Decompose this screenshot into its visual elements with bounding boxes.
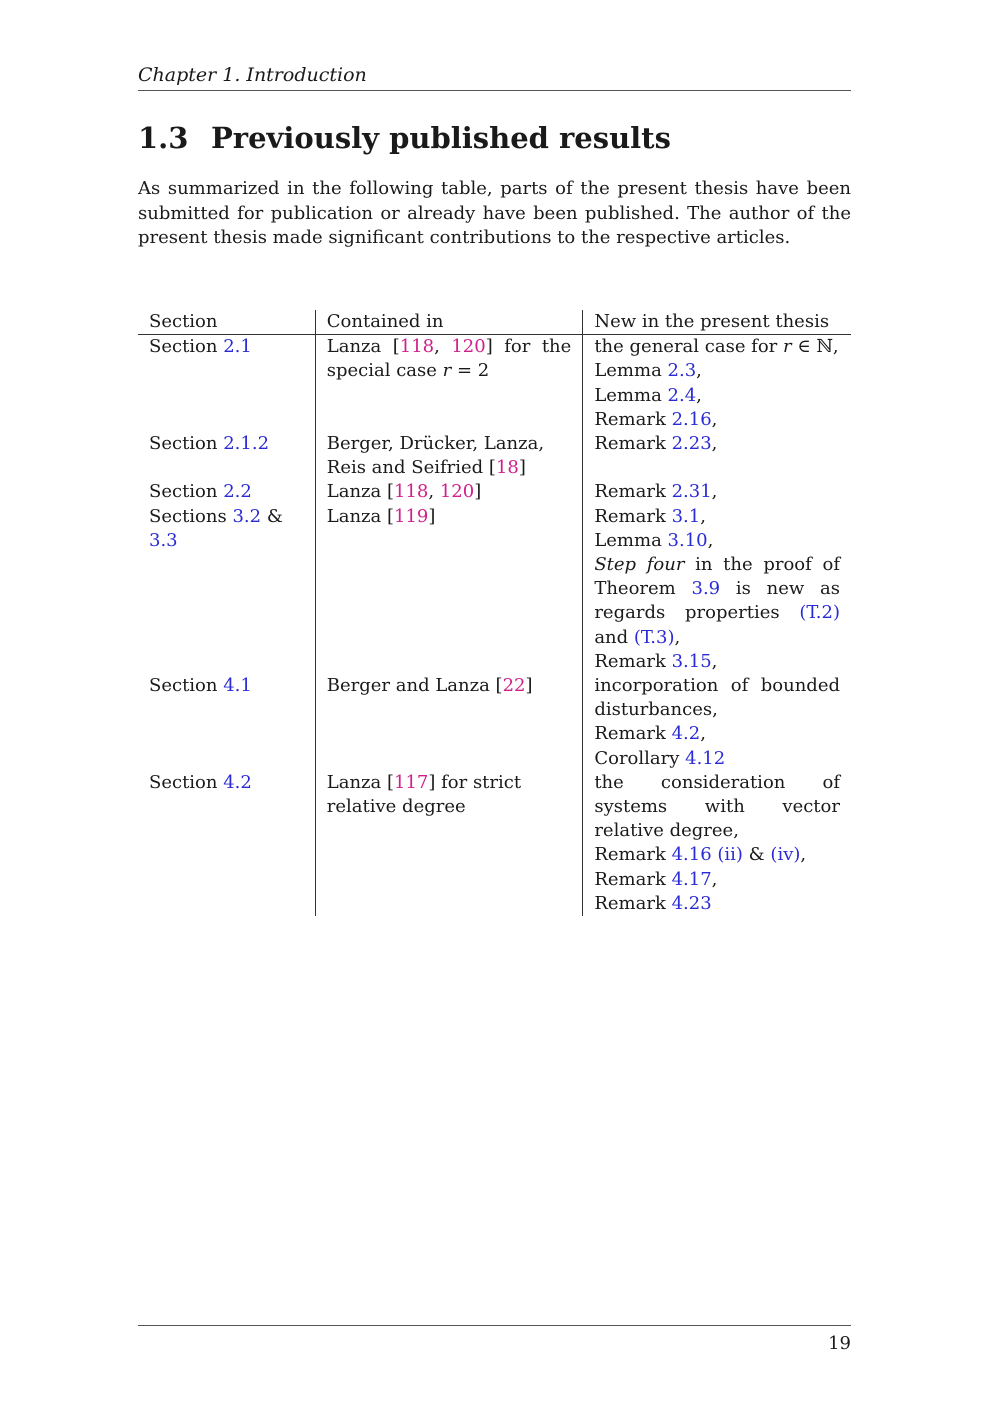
text: ] for strict relative degree [326,771,522,818]
text: Lemma [594,360,668,382]
text: and [594,626,634,648]
text: ∈ ℕ, [791,336,839,358]
section-link[interactable]: 4.2 [223,771,252,793]
citation-link[interactable]: 119 [394,505,429,527]
section-title: Previously published results [211,121,671,155]
text: in the proof of Theorem [594,554,840,600]
emphasis: Step four [594,554,685,576]
text: , [434,336,452,358]
section-cell [138,674,315,771]
text: , [800,844,807,866]
section-label: Sections [149,505,233,527]
citation-link[interactable]: 22 [502,675,526,697]
section-link[interactable]: 2.1.2 [223,433,270,455]
published-results-table [138,310,851,916]
new-cell [583,505,851,674]
text: ] [518,457,526,479]
lemma-link[interactable]: 2.3 [667,360,697,382]
line [594,747,840,771]
text: ] [474,481,482,503]
property-link[interactable]: (T.3) [633,626,675,648]
text: Lemma [594,529,668,551]
section-link[interactable]: 3.3 [149,529,178,551]
item-link[interactable]: (ii) [717,844,743,866]
section-cell [138,505,315,674]
contained-cell [315,335,583,432]
new-cell [583,480,851,504]
section-link[interactable]: 3.2 [232,505,262,527]
section-label: Section [149,675,224,697]
header-new: New in the present thesis [583,310,851,335]
citation-link[interactable]: 118 [399,336,435,358]
line [594,650,840,674]
section-heading [138,118,851,158]
text: , [711,408,718,430]
remark-link[interactable]: 2.16 [671,408,712,430]
text: , [711,650,718,672]
new-cell [583,674,851,771]
line [594,384,840,408]
section-cell [138,480,315,504]
remark-link[interactable]: 4.2 [671,723,701,745]
new-cell [583,771,851,916]
text: Lanza [ [326,336,400,358]
running-head: Chapter 1. Introduction [138,62,851,91]
text: , [696,360,702,382]
section-link[interactable]: 4.1 [223,675,252,697]
text: Remark [594,408,672,430]
citation-link[interactable]: 120 [451,336,486,358]
text: Lanza [ [326,505,395,527]
contained-cell [315,432,583,480]
remark-link[interactable]: 3.1 [671,505,701,527]
line [594,529,840,553]
line [594,359,840,383]
text: Berger and Lanza [ [326,675,503,697]
text: Remark [594,723,672,745]
text: Remark [594,481,672,503]
corollary-link[interactable]: 4.12 [685,747,726,769]
new-cell [583,335,851,432]
table-row [138,505,851,674]
line: incorporation of bounded disturbances, [594,675,840,721]
remark-link[interactable]: 4.23 [671,892,712,914]
text: , [711,481,718,503]
text: = 2 [451,360,490,382]
section-label: Section [149,481,224,503]
text: , [428,481,440,503]
property-link[interactable]: (T.2) [799,602,840,624]
citation-link[interactable]: 118 [394,481,429,503]
text: Remark [594,844,672,866]
section-number: 1.3 [138,121,189,155]
text: , [674,626,681,648]
line [594,843,840,867]
table-row [138,771,851,916]
section-link[interactable]: 2.2 [223,481,252,503]
line [594,505,840,529]
citation-link[interactable]: 18 [495,457,519,479]
new-cell [583,432,851,480]
text: , [696,384,702,406]
citation-link[interactable]: 117 [394,771,429,793]
text: , [700,723,706,745]
section-cell [138,432,315,480]
line [594,868,840,892]
table-row [138,674,851,771]
text: & [261,505,283,527]
text: Remark [594,868,672,890]
section-label: Section [149,771,224,793]
citation-link[interactable]: 120 [439,481,475,503]
section-label: Section [149,336,224,358]
table-header-row [138,310,851,335]
intro-paragraph: As summarized in the following table, parts of the present thesis have been submitted for publication or already have been published. The author of the present thesis made significant contributions to the respective articles. [138,178,851,248]
lemma-link[interactable]: 3.10 [667,529,708,551]
text: Lanza [ [326,771,395,793]
item-link[interactable]: (iv) [770,844,801,866]
text: the general case for [594,336,784,358]
text: Remark [594,650,672,672]
section-link[interactable]: 2.1 [223,336,252,358]
remark-link[interactable]: 2.23 [671,433,712,455]
table-row [138,480,851,504]
theorem-link[interactable]: 3.9 [691,578,721,600]
line [594,432,840,456]
text: Remark [594,433,672,455]
remark-link[interactable]: 4.17 [671,868,712,890]
header-contained-in: Contained in [315,310,583,335]
text: , [711,868,718,890]
text: ] [525,675,533,697]
footer-rule [138,1325,851,1326]
lemma-link[interactable]: 2.4 [667,384,697,406]
text: is new as regards properties [594,578,841,624]
section-cell [138,771,315,916]
contained-cell [315,480,583,504]
line [594,480,840,504]
page-number: 19 [828,1333,851,1354]
text: Berger, Drücker, Lanza, Reis and Seifried [ [326,433,545,479]
line [594,408,840,432]
remark-link[interactable]: 3.15 [671,650,712,672]
text: Lanza [ [326,481,395,503]
remark-link[interactable]: 4.16 [671,844,712,866]
line [594,553,840,650]
header-section: Section [138,310,315,335]
text: Remark [594,892,672,914]
contained-cell [315,674,583,771]
contained-cell [315,771,583,916]
section-label: Section [149,433,224,455]
line [594,335,840,359]
text: , [700,505,706,527]
section-cell [138,335,315,432]
table-row [138,335,851,432]
contained-cell [315,505,583,674]
text: ] for the special case [326,336,572,382]
line [594,892,840,916]
line: the consideration of systems with vector relative degree, [594,771,840,842]
table-row [138,432,851,480]
text: ] [428,505,436,527]
text: , [707,529,714,551]
math-var: r [783,336,792,358]
text: , [711,433,718,455]
remark-link[interactable]: 2.31 [671,481,712,503]
text: Corollary [594,747,686,769]
math-var: r [442,360,452,382]
text: Lemma [594,384,668,406]
text: Remark [594,505,672,527]
text: & [742,844,771,866]
line [594,722,840,746]
